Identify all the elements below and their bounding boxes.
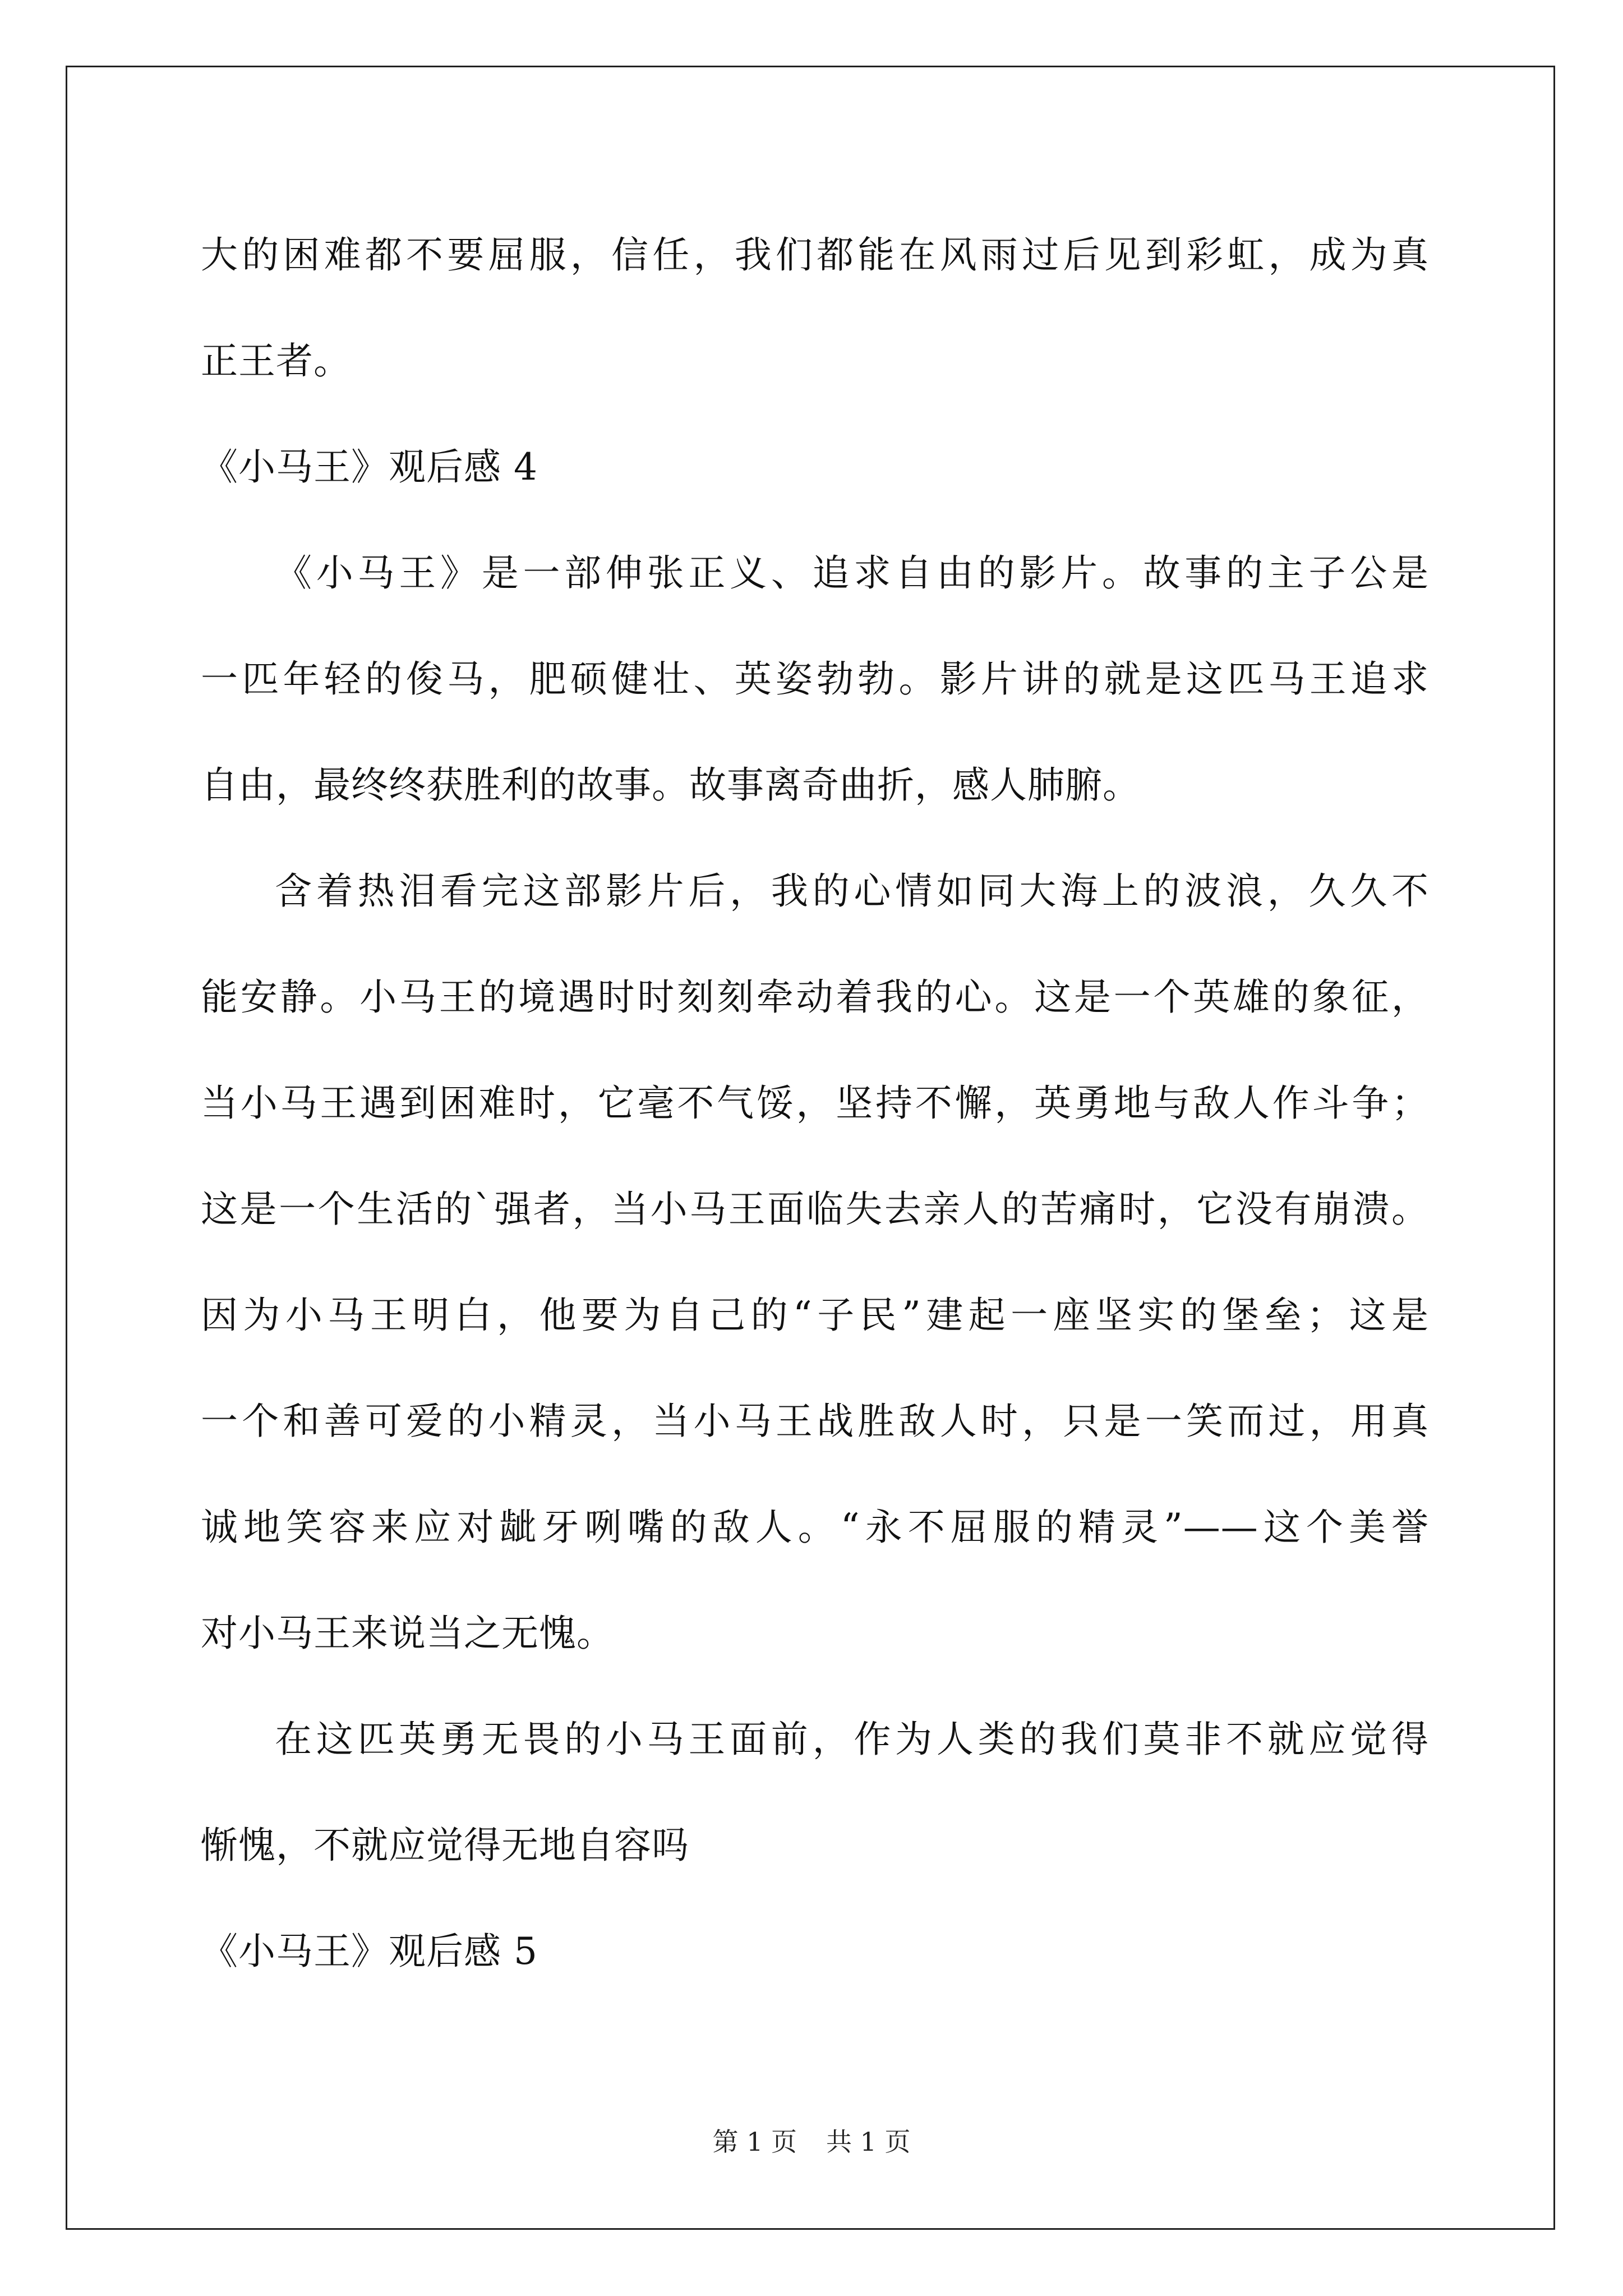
text-line: 一个和善可爱的小精灵，当小马王战胜敌人时，只是一笑而过，用真 <box>201 1400 1429 1443</box>
document-body <box>201 202 1429 2004</box>
page-footer <box>0 2122 1623 2159</box>
text-line: 诚地笑容来应对龇牙咧嘴的敌人。“永不屈服的精灵”——这个美誉 <box>201 1506 1429 1549</box>
text-line: 能安静。小马王的境遇时时刻刻牵动着我的心。这是一个英雄的象征， <box>201 976 1429 1019</box>
text-line: 自由，最终终获胜利的故事。故事离奇曲折，感人肺腑。 <box>201 763 1140 807</box>
page-total: 共 1 页 <box>826 2127 911 2157</box>
text-line: 当小马王遇到困难时，它毫不气馁，坚持不懈，英勇地与敌人作斗争； <box>201 1082 1429 1125</box>
text-line: 《小马王》是一部伸张正义、追求自由的影片。故事的主子公是 <box>275 551 1429 595</box>
section-heading: 《小马王》观后感 4 <box>201 445 538 489</box>
section-heading: 《小马王》观后感 5 <box>201 1930 538 1973</box>
text-line: 对小马王来说当之无愧。 <box>201 1612 614 1655</box>
text-line: 因为小马王明白，他要为自己的“子民”建起一座坚实的堡垒；这是 <box>201 1294 1429 1337</box>
text-line: 这是一个生活的`强者，当小马王面临失去亲人的苦痛时，它没有崩溃。 <box>201 1188 1429 1231</box>
page-number: 第 1 页 <box>712 2127 797 2157</box>
text-line: 一匹年轻的俊马，肥硕健壮、英姿勃勃。影片讲的就是这匹马王追求 <box>201 657 1429 701</box>
text-line: 含着热泪看完这部影片后，我的心情如同大海上的波浪，久久不 <box>275 869 1429 913</box>
text-line: 大的困难都不要屈服，信任，我们都能在风雨过后见到彩虹，成为真 <box>201 233 1429 277</box>
text-line: 正王者。 <box>201 339 351 383</box>
text-line: 惭愧，不就应觉得无地自容吗 <box>201 1824 689 1867</box>
text-line: 在这匹英勇无畏的小马王面前，作为人类的我们莫非不就应觉得 <box>275 1718 1429 1761</box>
